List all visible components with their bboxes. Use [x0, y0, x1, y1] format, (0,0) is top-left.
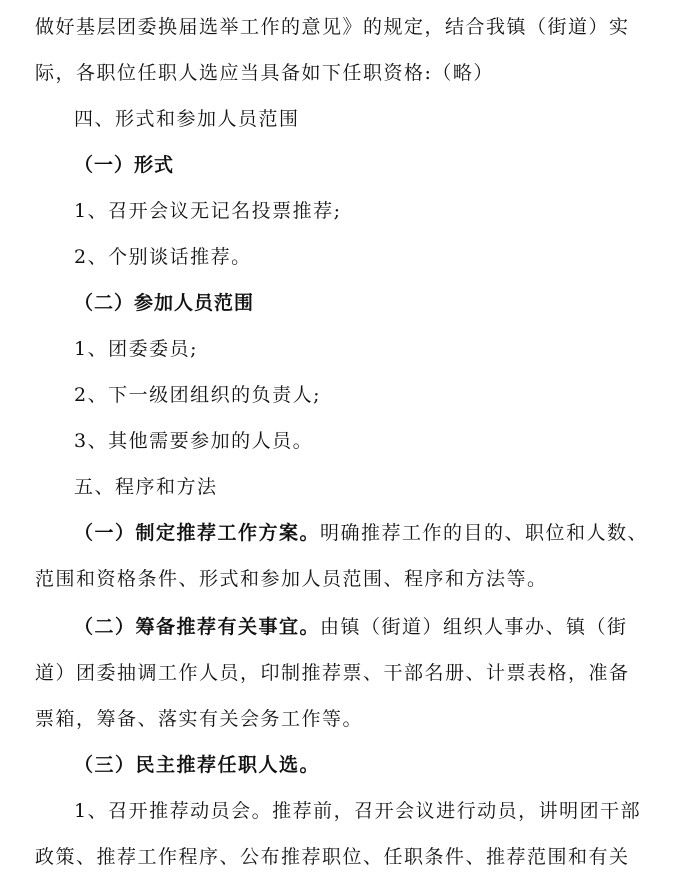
- paragraph-line: 范围和资格条件、形式和参加人员范围、程序和方法等。: [35, 568, 548, 590]
- section-4-sub1-heading: （一）形式: [74, 154, 175, 176]
- paragraph-lead: （三）民主推荐任职人选。: [74, 754, 321, 776]
- paragraph-line: 1、召开推荐动员会。推荐前，召开会议进行动员，讲明团干部: [74, 800, 642, 822]
- paragraph-text: 明确推荐工作的目的、职位和人数、: [320, 522, 649, 544]
- text-line: 际，各职位任职人选应当具备如下任职资格:（略）: [35, 62, 494, 84]
- list-item: 1、团委委员;: [74, 338, 198, 360]
- paragraph-line: 票箱，筹备、落实有关会务工作等。: [35, 708, 364, 730]
- paragraph-line: [0, 742, 691, 788]
- paragraph-line: 道）团委抽调工作人员，印制推荐票、干部名册、计票表格，准备: [35, 662, 630, 684]
- paragraph-text: 由镇（街道）组织人事办、镇（街: [320, 616, 628, 638]
- section-5-heading: 五、程序和方法: [74, 476, 218, 498]
- paragraph-line: 政策、推荐工作程序、公布推荐职位、任职条件、推荐范围和有关: [35, 846, 630, 868]
- section-4-heading: 四、形式和参加人员范围: [74, 108, 300, 130]
- section-4-sub2-heading: （二）参加人员范围: [74, 292, 255, 314]
- text-line: 做好基层团委换届选举工作的意见》的规定，结合我镇（街道）实: [35, 16, 630, 38]
- list-item: 2、个别谈话推荐。: [74, 246, 252, 268]
- list-item: 2、下一级团组织的负责人;: [74, 384, 321, 406]
- list-item: 1、召开会议无记名投票推荐;: [74, 200, 342, 222]
- paragraph-lead: （二）筹备推荐有关事宜。: [74, 616, 321, 638]
- paragraph-lead: （一）制定推荐工作方案。: [74, 522, 321, 544]
- list-item: 3、其他需要参加的人员。: [74, 430, 314, 452]
- paragraph-line: [0, 604, 691, 650]
- paragraph-line: [0, 510, 691, 556]
